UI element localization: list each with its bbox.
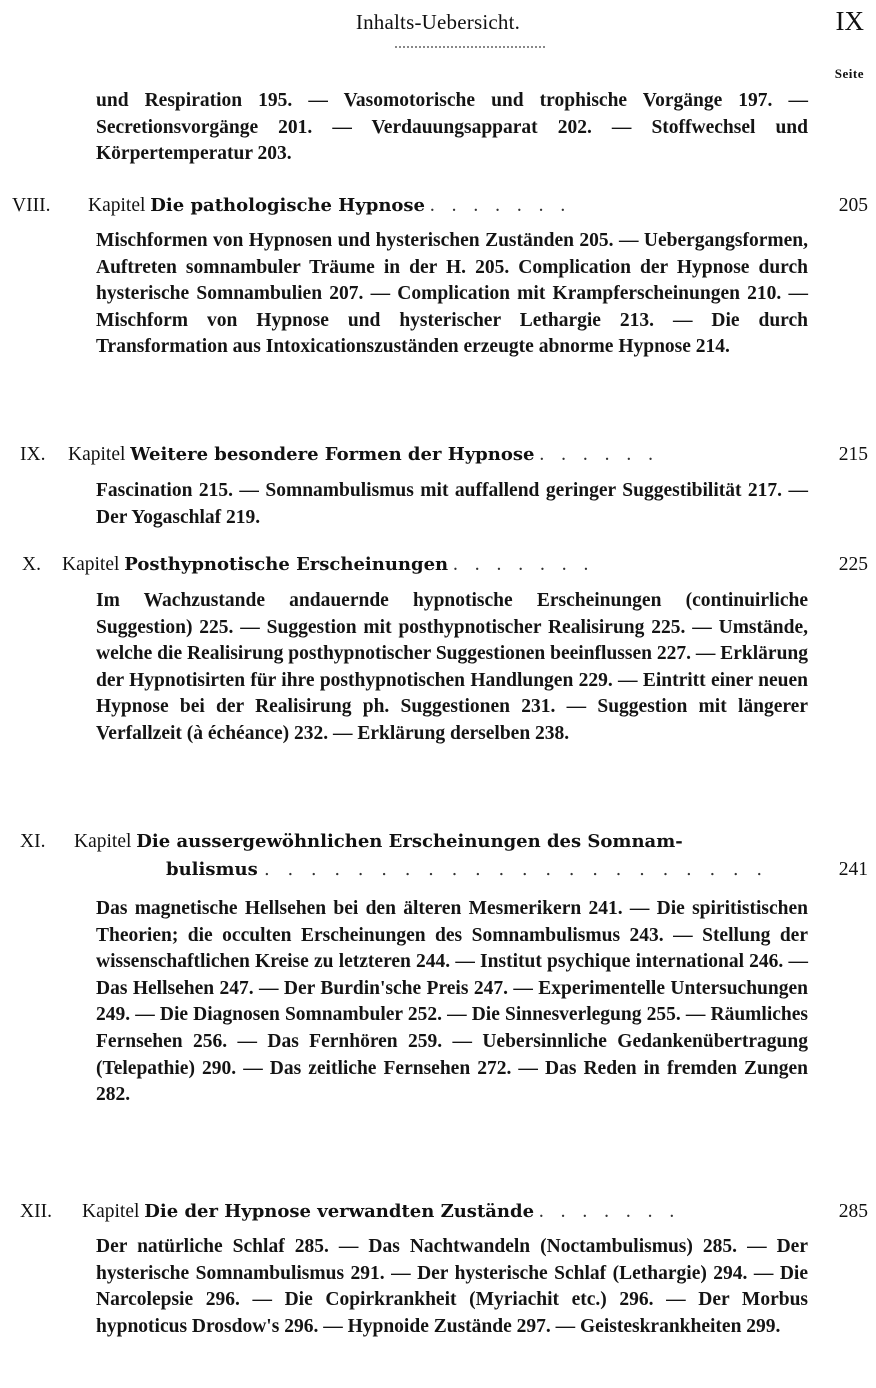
chapter-heading (82, 1198, 818, 1226)
chapter-title: Die pathologische Hypnose (150, 195, 426, 216)
leader-dots: . . . . . . . (453, 554, 595, 575)
header-rule (395, 46, 545, 48)
chapter-heading (74, 828, 818, 856)
chapter-description-xii: Der natürliche Schlaf 285. — Das Nachtwandeln (Noctambulismus) 285. — Der hysterische Somnambulismus 291. — Der hysterische Schlaf (Lethargie) 294. — Die Narcolepsie 296. — Die Copirkrankheit (Myriachit etc.) 296. — Der Morbus hypnoticus Drosdow's 296. — Hypnoide Zustände 297. — Geisteskrankheiten 299. (96, 1236, 808, 1337)
chapter-number: VIII. (12, 195, 51, 216)
chapter-page: 225 (838, 554, 868, 575)
chapter-title-continuation (166, 856, 818, 884)
chapter-entry-xi (0, 828, 876, 858)
chapter-word: Kapitel (62, 554, 120, 575)
chapter-heading (68, 441, 818, 469)
chapter-number: XI. (20, 831, 46, 852)
chapter-word: Kapitel (74, 831, 132, 852)
chapter-title: Posthypnotische Erscheinungen (124, 554, 449, 575)
chapter-page: 241 (838, 859, 868, 880)
leader-dots: . . . . . . . (429, 195, 572, 216)
chapter-heading (88, 192, 818, 220)
chapter-number: XII. (20, 1201, 52, 1222)
chapter-word: Kapitel (82, 1201, 140, 1222)
chapter-page: 215 (838, 444, 868, 465)
chapter-description-ix: Fascination 215. — Somnambulismus mit auffallend geringer Suggestibilität 217. — Der Yogaschlaf 219. (96, 480, 808, 528)
chapter-entry-ix (0, 441, 876, 471)
chapter-page: 285 (838, 1201, 868, 1222)
page-number: IX (835, 6, 864, 36)
chapter-description-xi: Das magnetische Hellsehen bei den älteren Mesmerikern 241. — Die spiritistischen Theorien; die occulten Erscheinungen des Somnambulismus 243. — Stellung der wissenschaftlichen Kreise zu letzteren 244. — Institut psychique international 246. — Das Hellsehen 247. — Der Burdin'sche Preis 247. — Experimentelle Untersuchungen 249. — Die Diagnosen Somnambuler 252. — Die Sinnesverlegung 255. — Räumliches Fernsehen 256. — Das Fernhören 259. — Uebersinnliche Gedankenübertragung (Telepathie) 290. — Das zeitliche Fernsehen 272. — Das Reden in fremden Zungen 282. (96, 898, 808, 1106)
chapter-title-cont: bulismus (166, 859, 258, 880)
chapter-number: IX. (20, 444, 46, 465)
chapter-entry-x (0, 551, 876, 581)
chapter-entry-xi-continued (0, 856, 876, 886)
chapter-entry-xii (0, 1198, 876, 1228)
leader-dots: . . . . . . . (538, 1201, 681, 1222)
intro-description: und Respiration 195. — Vasomotorische und trophische Vorgänge 197. — Secretionsvorgänge 201. — Verdauungsapparat 202. — Stoffwechsel und Körpertemperatur 203. (96, 90, 808, 165)
leader-dots: . . . . . . (539, 444, 659, 465)
chapter-word: Kapitel (88, 195, 146, 216)
chapter-word: Kapitel (68, 444, 126, 465)
chapter-description-viii: Mischformen von Hypnosen und hysterischen Zuständen 205. — Uebergangsformen, Auftreten somnambuler Träume in der H. 205. Complication der Hypnose durch hysterische Somnambulien 207. — Complication mit Krampferscheinungen 210. — Mischform von Hypnose und hysterischer Lethargie 213. — Die durch Transformation aus Intoxicationszuständen erzeugte abnorme Hypnose 214. (96, 230, 808, 358)
page-column-label: Seite (834, 66, 864, 81)
chapter-page: 205 (838, 195, 868, 216)
chapter-title: Weitere besondere Formen der Hypnose (130, 444, 535, 465)
chapter-description-x: Im Wachzustande andauernde hypnotische Erscheinungen (continuirliche Suggestion) 225. — Suggestion mit posthypnotischer Realisirung 225. — Umstände, welche die Realisirung posthypnotischer Suggestionen beeinflussen 227. — Erklärung der Hypnotisirten für ihre posthypnotischen Handlungen 229. — Eintritt einer neuen Hypnose bei der Realisirung ph. Suggestionen 231. — Suggestion mit längerer Verfallzeit (à échéance) 232. — Erklärung derselben 238. (96, 590, 809, 744)
leader-dots: . . . . . . . . . . . . . . . . . . . . . . (264, 859, 769, 880)
chapter-title: Die aussergewöhnlichen Erscheinungen des Somnam- (136, 831, 683, 852)
chapter-entry-viii (0, 192, 876, 222)
chapter-number: X. (22, 554, 41, 575)
chapter-heading (62, 551, 818, 579)
chapter-title: Die der Hypnose verwandten Zustände (144, 1201, 535, 1222)
running-title: Inhalts-Uebersicht. (355, 10, 521, 34)
